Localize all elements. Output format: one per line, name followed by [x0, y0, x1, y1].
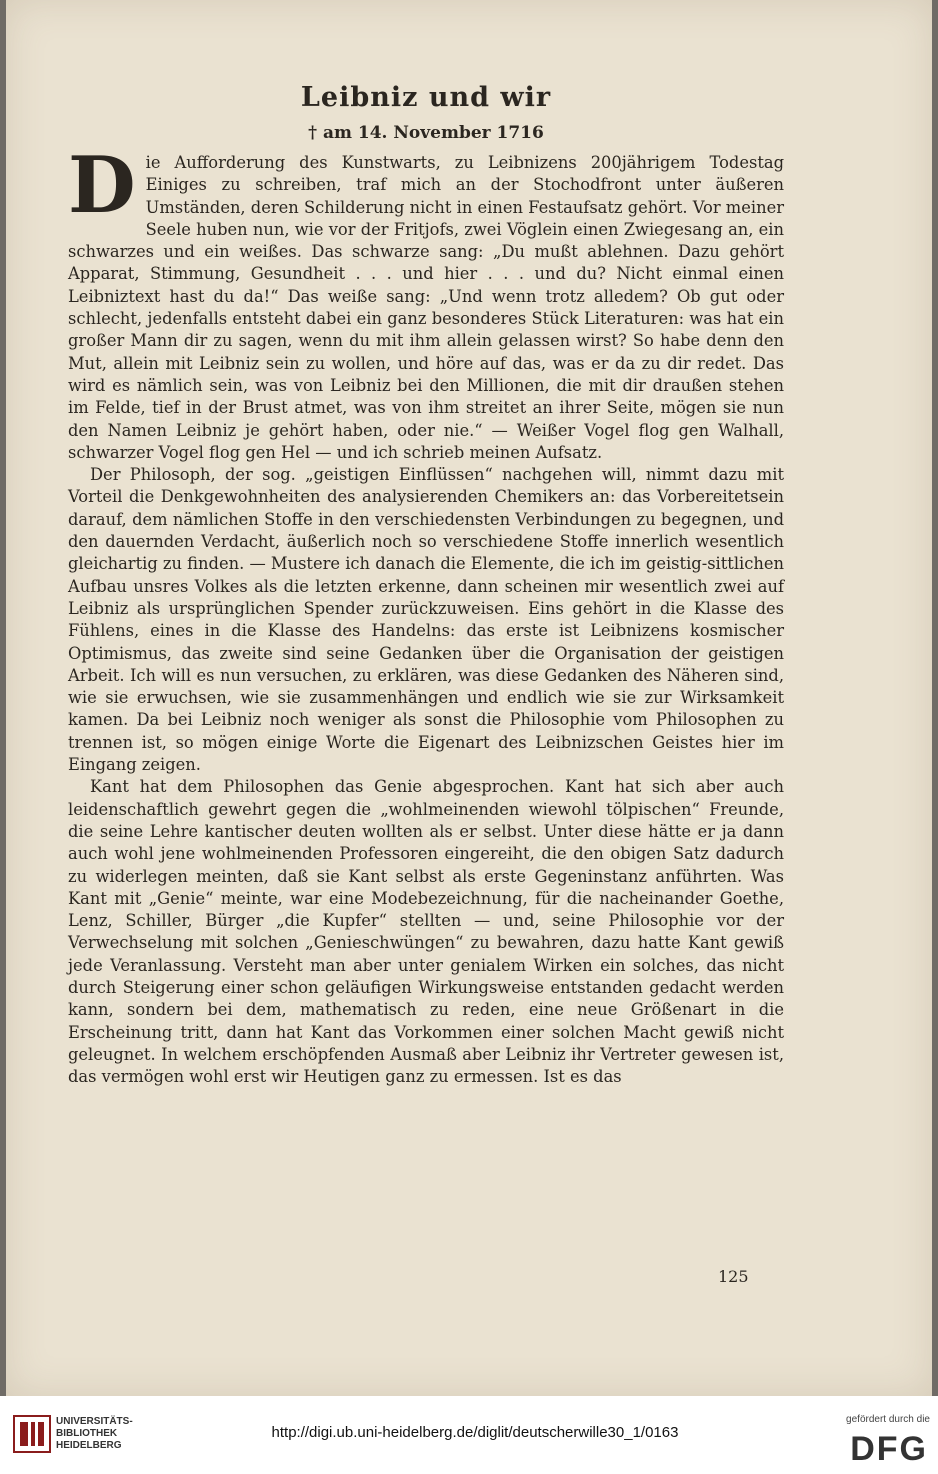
library-name-line-1: UNIVERSITÄTS-	[56, 1416, 133, 1427]
article-subtitle: † am 14. November 1716	[308, 123, 544, 143]
university-library-logo-icon	[12, 1414, 52, 1454]
library-name	[56, 1416, 133, 1452]
scanned-page	[6, 0, 932, 1396]
library-name-line-2: BIBLIOTHEK	[56, 1428, 118, 1439]
page-number: 125	[718, 1267, 749, 1286]
article-title: Leibniz und wir	[300, 82, 552, 113]
article	[68, 80, 784, 1088]
funding-label: gefördert durch die	[846, 1414, 930, 1425]
footer-bar	[0, 1396, 938, 1474]
paragraph-3: Kant hat dem Philosophen das Genie abgesprochen. Kant hat sich aber auch leidenschaftlich gewehrt gegen die „wohlmeinenden wiewohl tölpischen“ Freunde, die seine Lehre kantischer deuten wollten als er selbst. Unter diese hätte er ja dann auch wohl jene wohlmeinenden Professoren eingereiht, die den obigen Satz dadurch zu widerlegen meinten, daß sie Kant selbst als erste Gegeninstanz anführten. Was Kant mit „Genie“ meinte, war eine Modebezeichnung, für die nacheinander Goethe, Lenz, Schiller, Bürger „die Kupfer“ stellten — und, seine Philosophie vor der Verwechselung mit solchen „Genieschwüngen“ zu bewahren, dazu hatte Kant gewiß jede Veranlassung. Versteht man aber unter genialem Wirken ein solches, das nicht durch Steigerung einer schon geläufigen Wirkungsweise entstanden gedacht werden kann, sondern bei dem, mathematisch zu reden, eine neue Größenart in die Erscheinung tritt, dann hat Kant das Vorkommen einer solchen Macht gewiß nicht geleugnet. In welchem erschöpfenden Ausmaß aber Leibniz ihr Vertreter gewesen ist, das vermögen wohl erst wir Heutigen ganz zu ermessen. Ist es das	[68, 777, 784, 1087]
paragraph-2: Der Philosoph, der sog. „geistigen Einflüssen“ nachgehen will, nimmt dazu mit Vorteil die Denkgewohnheiten des analysierenden Chemikers an: das Vorbereitetsein darauf, dem nämlichen Stoffe in den verschiedensten Verbindungen zu begegnen, und den dauernden Verdacht, äußerlich noch so verschiedene Stoffe innerlich wesentlich gleichartig zu finden. — Mustere ich danach die Elemente, die ich im geistig-sittlichen Aufbau unsres Volkes als die letzten erkenne, dann scheinen mir wesentlich zwei auf Leibniz als ursprünglichen Spender zurückzuweisen. Eins gehört in die Klasse des Fühlens, eines in die Klasse des Handelns: das erste ist Leibnizens kosmischer Optimismus, das zweite sind seine Gedanken über die Organisation der geistigen Arbeit. Ich will es nun versuchen, zu erklären, was diese Gedanken des Näheren sind, wie sie erwuchsen, wie sie zusammenhängen und endlich wie sie zur Wirksamkeit kamen. Da bei Leibniz noch weniger als sonst die Philosophie vom Philosophen zu trennen ist, so mögen einige Worte die Eigenart des Leibnizschen Geistes hier im Eingang zeigen.	[68, 465, 784, 775]
drop-cap: D	[68, 140, 136, 231]
library-name-line-3: HEIDELBERG	[56, 1440, 122, 1451]
dfg-logo: DFG	[850, 1430, 928, 1468]
permalink-url[interactable]: http://digi.ub.uni-heidelberg.de/diglit/deutscherwille30_1/0163	[271, 1424, 679, 1441]
paragraph-1	[68, 140, 784, 464]
paragraph-1-text: ie Aufforderung des Kunstwarts, zu Leibnizens 200jährigem Todestag Einiges zu schreiben, traf mich an der Stochodfront unter äußeren Umständen, deren Schilderung nicht in einen Festaufsatz gehört. Vor meiner Seele huben nun, wie vor der Fritjofs, zwei Vöglein einen Zwiegesang an, ein schwarzes und ein weißes. Das schwarze sang: „Du mußt ablehnen. Dazu gehört Apparat, Stimmung, Gesundheit . . . und hier . . . und du? Nicht einmal einen Leibniztext hast du da!“ Das weiße sang: „Und wenn trotz alledem? Ob gut oder schlecht, jedenfalls entsteht dabei ein ganz besonderes Stück Literaturen: was hat ein großer Mann dir zu sagen, wenn du mit ihm allein gelassen wirst? So habe denn den Mut, allein mit Leibniz sein zu wollen, und höre auf das, was er da zu dir redet. Das wird es nämlich sein, was von Leibniz bei den Millionen, die mit dir draußen stehen im Felde, tief in der Brust atmet, was von ihm streitet an ihrer Seite, mögen sie nun den Namen Leibniz je gehört haben, oder nie.“ — Weißer Vogel flog gen Walhall, schwarzer Vogel flog gen Hel — und ich schrieb meinen Aufsatz.	[68, 153, 784, 462]
